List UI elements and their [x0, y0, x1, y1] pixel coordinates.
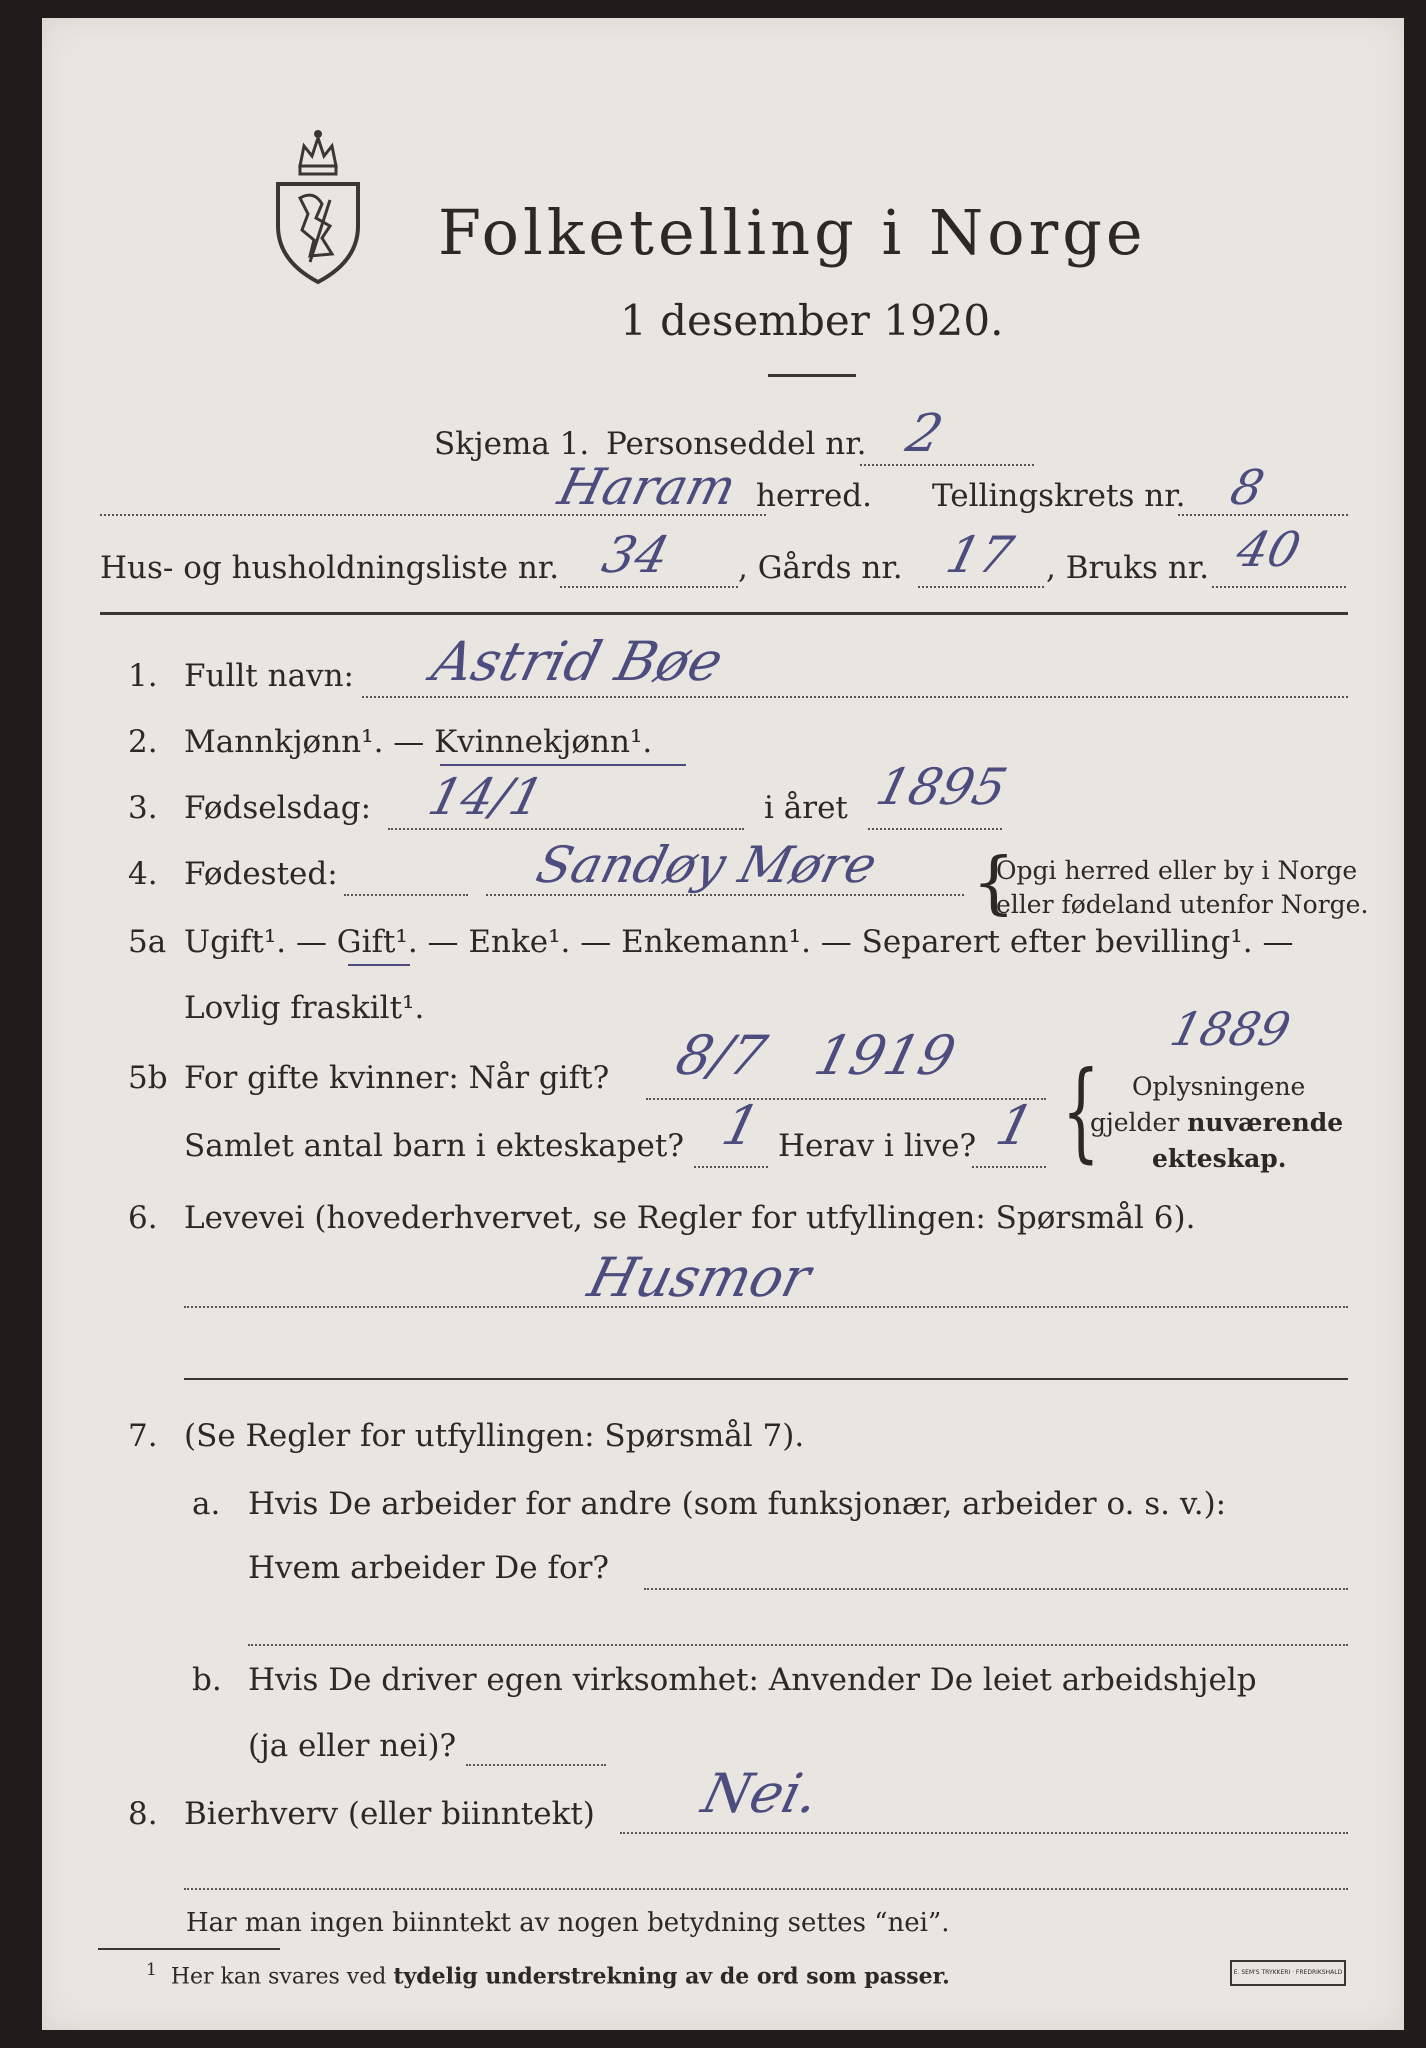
- q7a-answer-line[interactable]: [644, 1588, 1348, 1590]
- q5b-alive-line: [972, 1166, 1046, 1168]
- q5b-note-3: ekteskap.: [1152, 1144, 1287, 1173]
- q7a-line-2: Hvem arbeider De for?: [248, 1550, 610, 1586]
- personseddel-value[interactable]: 2: [900, 404, 949, 464]
- form-date: 1 desember 1920.: [620, 296, 1004, 345]
- q2-underline: [440, 764, 686, 766]
- q7b-line-1: Hvis De driver egen virksomhet: Anvender De leiet arbeidshjelp: [248, 1662, 1257, 1698]
- q4-note-2: eller fødeland utenfor Norge.: [996, 890, 1369, 919]
- gards-value[interactable]: 17: [940, 526, 1019, 584]
- coat-of-arms-icon: [270, 126, 366, 286]
- bruks-line: [1212, 586, 1346, 588]
- q4-line-a: [344, 894, 468, 896]
- skjema-label: Skjema 1.: [434, 426, 590, 462]
- tellingskrets-label: Tellingskrets nr.: [932, 478, 1186, 514]
- q3-year-line: [868, 828, 1002, 830]
- q6-label: Levevei (hovederhvervet, se Regler for utfyllingen: Spørsmål 6).: [184, 1200, 1196, 1236]
- bruks-value[interactable]: 40: [1231, 522, 1307, 578]
- q4-line-b: [486, 894, 964, 896]
- q5b-married-value[interactable]: 8/7 1919: [670, 1024, 962, 1087]
- q5b-children-line: [694, 1166, 768, 1168]
- q7a-number: a.: [192, 1486, 221, 1522]
- q1-value[interactable]: Astrid Bøe: [426, 630, 730, 693]
- q5b-married-label: For gifte kvinner: Når gift?: [184, 1060, 610, 1096]
- herred-value[interactable]: Haram: [552, 458, 742, 516]
- personseddel-line: [860, 464, 1034, 466]
- q7-number: 7.: [128, 1418, 158, 1454]
- q8-label: Bierhverv (eller biinntekt): [184, 1796, 595, 1832]
- personseddel-label: Personseddel nr.: [606, 426, 867, 462]
- q4-number: 4.: [128, 856, 158, 892]
- q1-line: [362, 696, 1348, 698]
- bruks-label: , Bruks nr.: [1046, 550, 1210, 586]
- q8-value[interactable]: Nei.: [696, 1762, 826, 1825]
- footnote: $^1$ Her kan svares ved tydelig understrekning av de ord som passer.: [146, 1960, 950, 1990]
- q2-text: Mannkjønn¹. — Kvinnekjønn¹.: [184, 724, 653, 760]
- tellingskrets-line: [1178, 514, 1348, 516]
- footnote-divider: [98, 1948, 280, 1950]
- q5b-note-1: Oplysningene: [1132, 1072, 1306, 1101]
- q4-brace: {: [972, 844, 1016, 923]
- q5b-married-line: [646, 1098, 1046, 1100]
- q8-line: [620, 1832, 1348, 1834]
- q5b-extra-year[interactable]: 1889: [1165, 1002, 1296, 1056]
- q4-note-1: Opgi herred eller by i Norge: [996, 856, 1358, 885]
- q7a-answer-line-2[interactable]: [248, 1644, 1348, 1646]
- q5b-children-value[interactable]: 1: [716, 1094, 767, 1157]
- hus-value[interactable]: 34: [596, 526, 675, 584]
- q1-number: 1.: [128, 658, 158, 694]
- q8-line-2: [184, 1888, 1348, 1890]
- q7-label: (Se Regler for utfyllingen: Spørsmål 7).: [184, 1418, 805, 1454]
- q5b-alive-value[interactable]: 1: [990, 1094, 1041, 1157]
- q3-line: [388, 828, 744, 830]
- tellingskrets-value[interactable]: 8: [1225, 460, 1270, 516]
- hus-label: Hus- og husholdningsliste nr.: [100, 550, 560, 586]
- q5a-line-1: Ugift¹. — Gift¹. — Enke¹. — Enkemann¹. — Separert efter bevilling¹. —: [184, 924, 1294, 960]
- q6-number: 6.: [128, 1200, 158, 1236]
- form-title: Folketelling i Norge: [438, 196, 1147, 269]
- q6-line-2: [184, 1378, 1348, 1380]
- q7b-number: b.: [192, 1662, 222, 1698]
- census-form: [42, 18, 1404, 2030]
- q5a-number: 5a: [128, 924, 167, 960]
- q7a-line-1: Hvis De arbeider for andre (som funksjonær, arbeider o. s. v.):: [248, 1486, 1227, 1522]
- header-rule: [100, 612, 1348, 615]
- q5b-note-2: gjelder nuværende: [1090, 1108, 1344, 1137]
- q7b-answer-line[interactable]: [466, 1764, 606, 1766]
- q3-year-label: i året: [764, 790, 848, 826]
- q7b-line-2: (ja eller nei)?: [248, 1728, 457, 1764]
- q6-line-1: [184, 1306, 1348, 1308]
- q5b-children-label: Samlet antal barn i ekteskapet?: [184, 1128, 684, 1164]
- gards-label: , Gårds nr.: [738, 550, 903, 586]
- q3-label: Fødselsdag:: [184, 790, 372, 826]
- q6-value[interactable]: Husmor: [582, 1246, 817, 1309]
- herred-label: herred.: [756, 478, 872, 514]
- q3-year-value[interactable]: 1895: [870, 758, 1013, 816]
- q3-number: 3.: [128, 790, 158, 826]
- q8-number: 8.: [128, 1796, 158, 1832]
- q1-label: Fullt navn:: [184, 658, 354, 694]
- q2-number: 2.: [128, 724, 158, 760]
- q5b-alive-label: Herav i live?: [778, 1128, 977, 1164]
- q3-value[interactable]: 14/1: [422, 768, 550, 826]
- q4-label: Fødested:: [184, 856, 338, 892]
- printer-stamp: E. SEM'S TRYKKERI · FREDRIKSHALD: [1230, 1960, 1346, 1986]
- title-divider: [768, 374, 856, 377]
- q4-value[interactable]: Sandøy Møre: [530, 836, 883, 894]
- footer-note: Har man ingen biinntekt av nogen betydning settes “nei”.: [186, 1908, 950, 1938]
- q5a-underline: [348, 964, 410, 966]
- q5a-line-2: Lovlig fraskilt¹.: [184, 990, 425, 1026]
- hus-line: [560, 586, 738, 588]
- q5b-number: 5b: [128, 1060, 168, 1096]
- q5b-brace: {: [1062, 1049, 1100, 1174]
- gards-line: [918, 586, 1044, 588]
